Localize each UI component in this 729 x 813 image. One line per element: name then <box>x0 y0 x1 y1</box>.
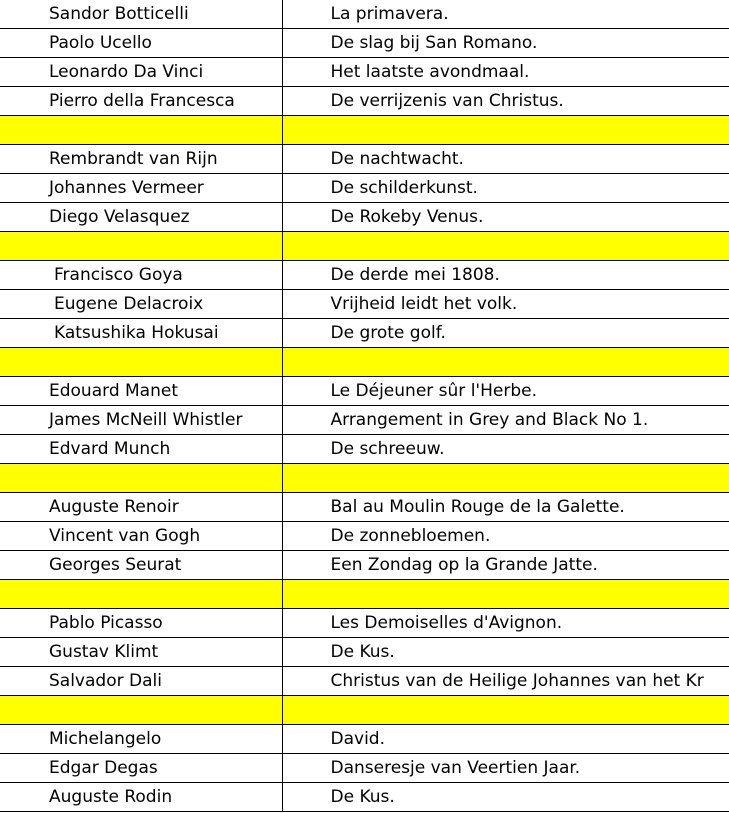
table-row <box>0 319 729 348</box>
table-row <box>0 174 729 203</box>
artist-cell[interactable]: Edgar Degas <box>0 754 282 783</box>
table-row <box>0 783 729 812</box>
table-row <box>0 435 729 464</box>
artwork-cell[interactable]: De slag bij San Romano. <box>282 29 729 58</box>
artwork-cell[interactable]: Het laatste avondmaal. <box>282 58 729 87</box>
artist-cell[interactable]: Edvard Munch <box>0 435 282 464</box>
separator-cell[interactable] <box>282 580 729 609</box>
separator-cell[interactable] <box>0 348 282 377</box>
artwork-cell[interactable]: De grote golf. <box>282 319 729 348</box>
table-row <box>0 29 729 58</box>
artist-cell[interactable]: Georges Seurat <box>0 551 282 580</box>
artwork-cell[interactable]: La primavera. <box>282 0 729 29</box>
artist-cell[interactable]: Vincent van Gogh <box>0 522 282 551</box>
table-row <box>0 522 729 551</box>
artwork-cell[interactable]: De Kus. <box>282 783 729 812</box>
artwork-cell[interactable]: De Rokeby Venus. <box>282 203 729 232</box>
artist-cell[interactable]: Johannes Vermeer <box>0 174 282 203</box>
separator-cell[interactable] <box>0 116 282 145</box>
artwork-cell[interactable]: De Kus. <box>282 638 729 667</box>
table-row <box>0 261 729 290</box>
artist-cell[interactable]: Edouard Manet <box>0 377 282 406</box>
separator-row <box>0 232 729 261</box>
separator-cell[interactable] <box>282 116 729 145</box>
table-row <box>0 754 729 783</box>
separator-cell[interactable] <box>0 464 282 493</box>
table-row <box>0 638 729 667</box>
table-row <box>0 406 729 435</box>
table-row <box>0 551 729 580</box>
artwork-cell[interactable]: Christus van de Heilige Johannes van het Kr <box>282 667 729 696</box>
table-row <box>0 609 729 638</box>
table-row <box>0 0 729 29</box>
artist-cell[interactable]: Francisco Goya <box>0 261 282 290</box>
artwork-cell[interactable]: De verrijzenis van Christus. <box>282 87 729 116</box>
table-row <box>0 290 729 319</box>
separator-cell[interactable] <box>282 348 729 377</box>
artwork-cell[interactable]: David. <box>282 725 729 754</box>
artwork-cell[interactable]: Vrijheid leidt het volk. <box>282 290 729 319</box>
separator-row <box>0 580 729 609</box>
artist-cell[interactable]: Pierro della Francesca <box>0 87 282 116</box>
separator-cell[interactable] <box>0 580 282 609</box>
separator-row <box>0 464 729 493</box>
table-row <box>0 493 729 522</box>
table-row <box>0 725 729 754</box>
artist-cell[interactable]: Gustav Klimt <box>0 638 282 667</box>
artist-cell[interactable]: Rembrandt van Rijn <box>0 145 282 174</box>
separator-row <box>0 348 729 377</box>
artwork-cell[interactable]: Een Zondag op la Grande Jatte. <box>282 551 729 580</box>
artwork-cell[interactable]: Arrangement in Grey and Black No 1. <box>282 406 729 435</box>
artist-cell[interactable]: Paolo Ucello <box>0 29 282 58</box>
artist-cell[interactable]: Diego Velasquez <box>0 203 282 232</box>
artwork-cell[interactable]: De schilderkunst. <box>282 174 729 203</box>
artist-cell[interactable]: James McNeill Whistler <box>0 406 282 435</box>
artist-cell[interactable]: Salvador Dali <box>0 667 282 696</box>
artist-cell[interactable]: Eugene Delacroix <box>0 290 282 319</box>
artist-cell[interactable]: Leonardo Da Vinci <box>0 58 282 87</box>
separator-row <box>0 696 729 725</box>
table-row <box>0 377 729 406</box>
separator-row <box>0 116 729 145</box>
artwork-cell[interactable]: De nachtwacht. <box>282 145 729 174</box>
artist-cell[interactable]: Katsushika Hokusai <box>0 319 282 348</box>
table-row <box>0 203 729 232</box>
artwork-cell[interactable]: Les Demoiselles d'Avignon. <box>282 609 729 638</box>
table-row <box>0 58 729 87</box>
table-row <box>0 145 729 174</box>
artwork-cell[interactable]: De zonnebloemen. <box>282 522 729 551</box>
artist-cell[interactable]: Pablo Picasso <box>0 609 282 638</box>
separator-cell[interactable] <box>282 696 729 725</box>
table-row <box>0 87 729 116</box>
artwork-cell[interactable]: De schreeuw. <box>282 435 729 464</box>
artist-cell[interactable]: Auguste Renoir <box>0 493 282 522</box>
artist-cell[interactable]: Auguste Rodin <box>0 783 282 812</box>
artwork-cell[interactable]: Danseresje van Veertien Jaar. <box>282 754 729 783</box>
separator-cell[interactable] <box>282 464 729 493</box>
separator-cell[interactable] <box>0 696 282 725</box>
artwork-cell[interactable]: De derde mei 1808. <box>282 261 729 290</box>
table-row <box>0 667 729 696</box>
artist-cell[interactable]: Michelangelo <box>0 725 282 754</box>
artist-cell[interactable]: Sandor Botticelli <box>0 0 282 29</box>
separator-cell[interactable] <box>0 232 282 261</box>
separator-cell[interactable] <box>282 232 729 261</box>
artwork-cell[interactable]: Le Déjeuner sûr l'Herbe. <box>282 377 729 406</box>
artwork-cell[interactable]: Bal au Moulin Rouge de la Galette. <box>282 493 729 522</box>
